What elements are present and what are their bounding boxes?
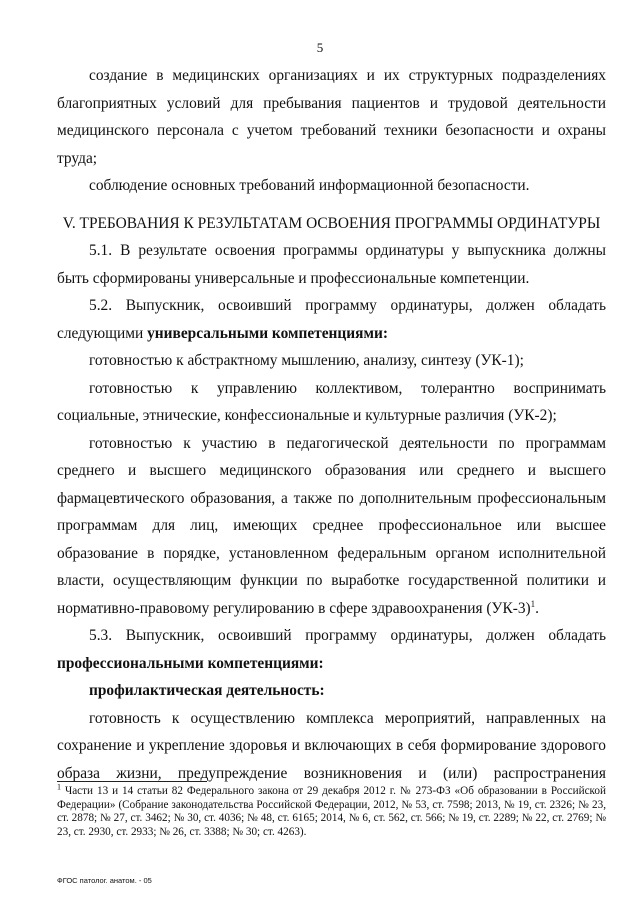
- footnote-separator: [57, 781, 207, 782]
- footnote-text: Части 13 и 14 статьи 82 Федерального закона от 29 декабря 2012 г. № 273-ФЗ «Об образовании в Российской Федерации» (Собрание законодательства Российской Федерации, 2012, № 53, ст. 7598; 2013, № 19, ст. 2326; № 23, ст. 2878; № 27, ст. 3462; № 30, ст. 4036; № 48, ст. 6165; 2014, № 6, ст. 562, ст. 566; № 19, ст. 2289; № 22, ст. 2769; № 23, ст. 2930, ст. 2933; № 26, ст. 3388; № 30; ст. 4263).: [57, 785, 606, 838]
- competency-pk1: готовность к осуществлению комплекса мероприятий, направленных на сохранение и укрепление здоровья и включающих в себя формирование здорового образа жизни, предупреждение возникновения и (или) распространения: [57, 709, 606, 782]
- paragraph-5-2: [57, 292, 606, 347]
- competency-uk3-text: готовностью к участию в педагогической деятельности по программам среднего и высшего медицинского образования или среднего и высшего фармацевтического образования, а также по дополнительным профессиональным программам для лиц, имеющих среднее профессиональное или высшее образование в порядке, установленном федеральным органом исполнительной власти, осуществляющим функции по выработке государственной политики и нормативно-правовому регулированию в сфере здравоохранения (УК-3): [57, 434, 606, 617]
- competency-uk3: [57, 430, 606, 623]
- footnote: [57, 782, 606, 839]
- subheading-preventive: [57, 677, 606, 705]
- universal-competencies-label: универсальными компетенциями:: [147, 324, 388, 342]
- footnote-reference: 1: [530, 598, 536, 609]
- professional-competencies-label: профессиональными компетенциями:: [57, 654, 324, 672]
- paragraph-5-3-text: 5.3. Выпускник, освоивший программу ординатуры, должен обладать: [89, 627, 606, 644]
- paragraph-information-security: соблюдение основных требований информационной безопасности.: [89, 177, 530, 194]
- page-number: 5: [316, 40, 324, 55]
- competency-uk3-end: .: [535, 599, 540, 617]
- document-body: [57, 62, 606, 787]
- paragraph-5-3: [57, 622, 606, 677]
- paragraph-5-1: 5.1. В результате освоения программы ординатуры у выпускника должны быть сформированы универсальные и профессиональные компетенции.: [57, 242, 606, 287]
- footer-code: ФГОС патолог. анатом. - 05: [57, 876, 152, 885]
- paragraph-organizations: создание в медицинских организациях и их структурных подразделениях благоприятных условий для пребывания пациентов и трудовой деятельности медицинского персонала с учетом требований техники безопасности и охраны труда;: [57, 67, 606, 167]
- paragraph-5-2-text: 5.2. Выпускник, освоивший программу ординатуры, должен обладать следующими: [57, 297, 606, 342]
- section-heading: V. ТРЕБОВАНИЯ К РЕЗУЛЬТАТАМ ОСВОЕНИЯ ПРОГРАММЫ ОРДИНАТУРЫ: [62, 214, 601, 232]
- competency-uk2: готовностью к управлению коллективом, толерантно воспринимать социальные, этнические, конфессиональные и культурные различия (УК-2);: [57, 379, 606, 424]
- competency-uk1: готовностью к абстрактному мышлению, анализу, синтезу (УК-1);: [89, 352, 524, 369]
- footnote-marker: 1: [57, 782, 61, 792]
- preventive-activity-label: профилактическая деятельность:: [89, 682, 325, 699]
